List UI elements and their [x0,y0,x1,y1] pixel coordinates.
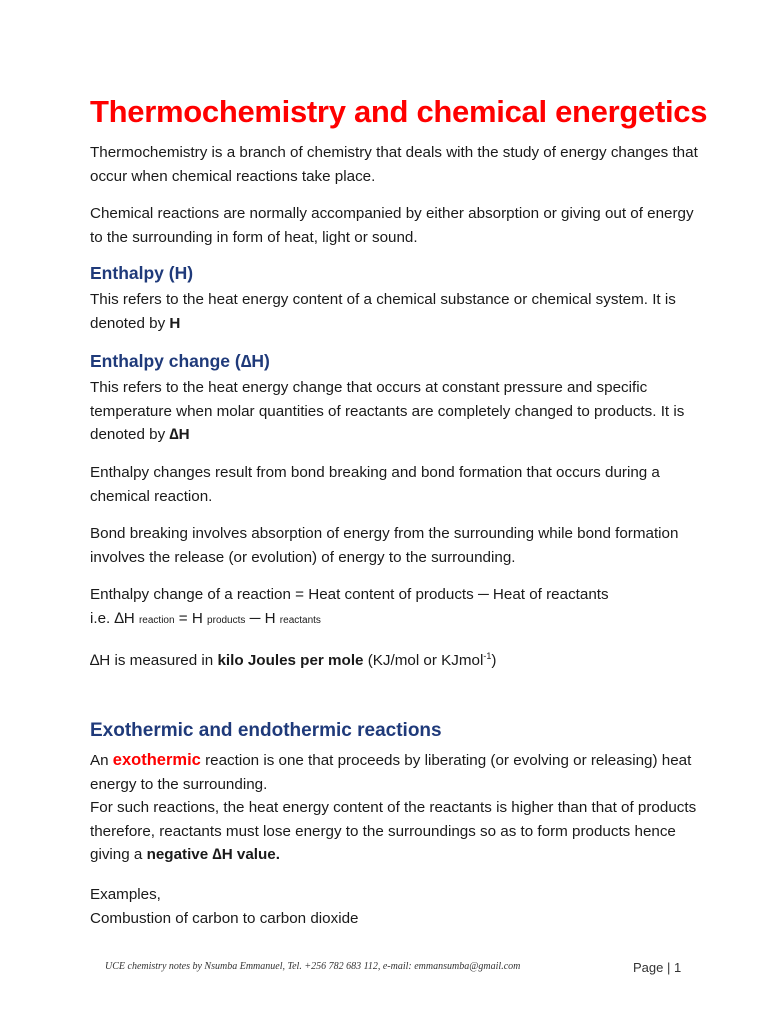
text-line: Examples, [90,886,161,903]
exothermic-paragraph [90,749,697,867]
heading-exo-endo: Exothermic and endothermic reactions [90,720,442,741]
text-line: temperature when molar quantities of reactants are completely changed to products. It is [90,402,685,420]
text: An [90,752,113,769]
superscript: -1 [483,651,492,661]
intro-paragraph-1 [90,141,698,188]
enthalpy-symbol: H [169,314,181,332]
text-line: This refers to the heat energy content of a chemical substance or chemical system. It is [90,291,676,308]
subscript-reactants: reactants [279,614,321,626]
enthalpy-change-paragraph [90,376,685,447]
text: reaction is one that proceeds by liberating (or evolving or releasing) heat [200,752,692,769]
text-line [90,843,680,867]
text-line: Bond breaking involves absorption of energy from the surrounding while bond formation [90,525,679,542]
enthalpy-change-symbol: ∆H [169,426,190,443]
unit-paragraph [90,645,680,673]
text-line: involves the release (or evolution) of energy to the surrounding. [90,548,516,566]
text-line: Combustion of carbon to carbon dioxide [90,909,359,927]
examples-paragraph [90,883,680,930]
page-title: Thermochemistry and chemical energetics [90,94,708,129]
text-line [90,423,680,447]
text: ∆H is measured in [90,652,218,670]
text-line: occur when chemical reactions take place. [90,167,376,185]
equation-line [90,607,680,633]
text-line: This refers to the heat energy change that occurs at constant pressure and specific [90,379,648,396]
text-line [90,312,680,336]
intro-paragraph-2 [90,202,694,249]
footer-credit: UCE chemistry notes by Nsumba Emmanuel, Tel. +256 782 683 112, e-mail: emmansumba@gmail.com [105,961,521,972]
equation-paragraph [90,583,680,632]
subscript-reaction: reaction [138,614,175,626]
negative-dh-bold: negative ∆H value. [146,846,280,863]
page-number: Page | 1 [633,960,682,975]
text: denoted by [90,426,170,443]
text-line: Thermochemistry is a branch of chemistry that deals with the study of energy changes that [90,144,698,161]
text-line: Enthalpy change of a reaction = Heat content of products ─ Heat of reactants [90,586,609,603]
text-line [90,749,692,773]
text: = H [174,609,208,627]
text: ─ H [245,609,280,627]
enthalpy-paragraph [90,288,680,335]
subscript-products: products [207,614,246,626]
text-line: For such reactions, the heat energy content of the reactants is higher than that of products [90,799,697,816]
text-line: chemical reaction. [90,487,213,505]
exothermic-term: exothermic [112,751,201,769]
text-line: to the surrounding in form of heat, light or sound. [90,228,418,246]
heading-enthalpy: Enthalpy (H) [90,263,194,283]
unit-bold: kilo Joules per mole [217,652,364,670]
text-line: energy to the surrounding. [90,775,268,793]
text: ) [491,652,497,670]
text: i.e. ∆H [90,609,139,627]
text: giving a [90,846,147,863]
bond-breaking-paragraph [90,522,680,569]
text: (KJ/mol or KJmol [363,652,484,670]
text-line [90,645,680,673]
text-line: Chemical reactions are normally accompanied by either absorption or giving out of energy [90,205,694,222]
text-line: Enthalpy changes result from bond breaking and bond formation that occurs during a [90,464,660,481]
text-line: therefore, reactants must lose energy to the surroundings so as to form products hence [90,822,676,840]
heading-enthalpy-change: Enthalpy change (∆H) [90,351,270,371]
bond-paragraph [90,461,680,508]
text: denoted by [90,314,170,332]
